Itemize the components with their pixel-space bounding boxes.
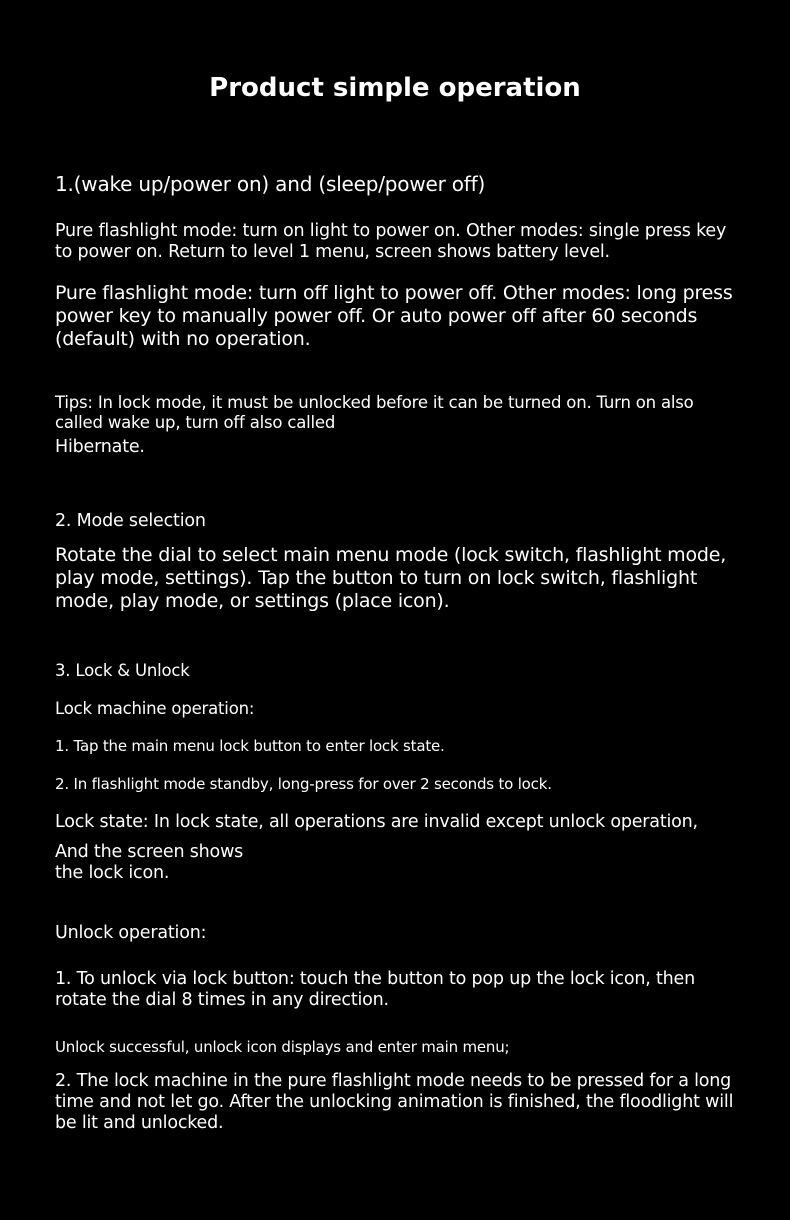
unlock-operation-label: Unlock operation: [55, 923, 207, 943]
section-1-paragraph-1: Pure flashlight mode: turn on light to power on. Other modes: single press key to power on. Return to level 1 menu, screen shows battery level. [55, 221, 727, 262]
lock-operation-label: Lock machine operation: [55, 699, 255, 718]
lock-state-description: Lock state: In lock state, all operations are invalid except unlock operation, [55, 812, 698, 832]
unlock-step-1: 1. To unlock via lock button: touch the button to pop up the lock icon, then rotate the dial 8 times in any direction. [55, 969, 695, 1010]
section-1-tips-continuation: Hibernate. [55, 437, 145, 457]
section-1-tips: Tips: In lock mode, it must be unlocked before it can be turned on. Turn on also called wake up, turn off also called [55, 393, 694, 432]
lock-state-continuation-2: the lock icon. [55, 863, 170, 883]
section-3-heading: 3. Lock & Unlock [55, 661, 190, 680]
unlock-success-note: Unlock successful, unlock icon displays and enter main menu; [55, 1038, 510, 1056]
lock-step-1: 1. Tap the main menu lock button to enter lock state. [55, 737, 445, 755]
page-title: Product simple operation [209, 73, 581, 103]
section-2-heading: 2. Mode selection [55, 511, 206, 531]
lock-state-continuation-1: And the screen shows [55, 842, 244, 862]
section-2-paragraph: Rotate the dial to select main menu mode (lock switch, flashlight mode, play mode, settings). Tap the button to turn on lock switch, flashlight mode, play mode, or settings (place icon). [55, 544, 727, 612]
section-1-paragraph-2: Pure flashlight mode: turn off light to power off. Other modes: long press power key to manually power off. Or auto power off after 60 seconds (default) with no operation. [55, 282, 733, 350]
lock-step-2: 2. In flashlight mode standby, long-press for over 2 seconds to lock. [55, 775, 552, 793]
section-1-heading: 1.(wake up/power on) and (sleep/power off) [55, 172, 486, 196]
unlock-step-2: 2. The lock machine in the pure flashlight mode needs to be pressed for a long time and not let go. After the unlocking animation is finished, the floodlight will be lit and unlocked. [55, 1071, 734, 1133]
